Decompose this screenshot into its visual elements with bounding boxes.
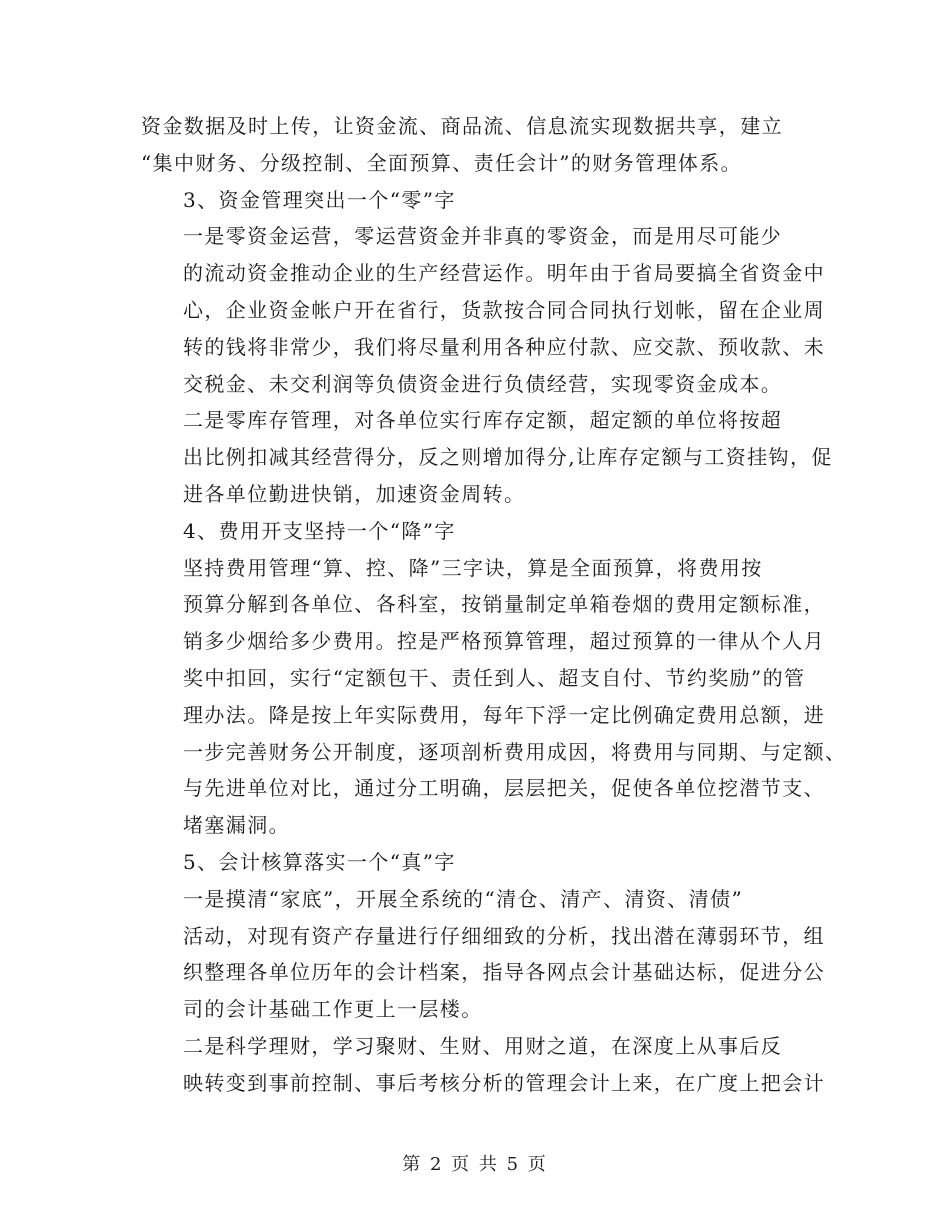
paragraph — [141, 402, 833, 512]
text-line: 资金数据及时上传，让资金流、商品流、信息流实现数据共享，建立 — [141, 114, 783, 138]
text-line: 织整理各单位历年的会计档案，指导各网点会计基础达标，促进分公 — [183, 960, 825, 985]
document-body — [141, 108, 847, 1102]
paragraph — [141, 218, 825, 402]
text-line: 心，企业资金帐户开在省行，货款按合同合同执行划帐，留在企业周 — [183, 297, 825, 322]
paragraph — [141, 881, 825, 1028]
paragraph — [141, 108, 811, 182]
text-line: 交税金、未交利润等负债资金进行负债经营，实现零资金成本。 — [183, 371, 783, 396]
text-line: 映转变到事前控制、事后考核分析的管理会计上来，在广度上把会计 — [183, 1070, 825, 1095]
text-line: 二是科学理财，学习聚财、生财、用财之道，在深度上从事后反 — [183, 1033, 783, 1058]
text-line: 活动，对现有资产存量进行仔细细致的分析，找出潜在薄弱环节，组 — [183, 923, 825, 948]
paragraph — [141, 513, 811, 550]
text-line: 一步完善财务公开制度，逐项剖析费用成因，将费用与同期、与定额、 — [183, 739, 847, 764]
text-line: 5、会计核算落实一个“真”字 — [183, 849, 456, 874]
text-line: 一是摸清“家底”，开展全系统的“清仓、清产、清资、清债” — [183, 886, 744, 911]
text-line: 3、资金管理突出一个“零”字 — [183, 187, 456, 212]
text-line: 4、费用开支坚持一个“降”字 — [183, 518, 456, 543]
text-line: 的流动资金推动企业的生产经营运作。明年由于省局要搞全省资金中 — [183, 261, 825, 286]
paragraph — [141, 550, 847, 844]
text-line: 理办法。降是按上年实际费用，每年下浮一定比例确定费用总额，进 — [183, 702, 825, 727]
text-line: 转的钱将非常少，我们将尽量利用各种应付款、应交款、预收款、未 — [183, 334, 825, 359]
text-line: 堵塞漏洞。 — [183, 813, 290, 838]
text-line: 一是零资金运营，零运营资金并非真的零资金，而是用尽可能少 — [183, 224, 783, 249]
text-line: 出比例扣减其经营得分，反之则增加得分,让库存定额与工资挂钩，促 — [183, 445, 833, 470]
text-line: 坚持费用管理“算、控、降”三字诀，算是全面预算，将费用按 — [183, 555, 763, 580]
paragraph — [141, 844, 811, 881]
text-line: 与先进单位对比，通过分工明确，层层把关，促使各单位挖潜节支、 — [183, 776, 825, 801]
paragraph — [141, 182, 811, 219]
text-line: 二是零库存管理，对各单位实行库存定额，超定额的单位将按超 — [183, 408, 783, 433]
text-line: 销多少烟给多少费用。控是严格预算管理，超过预算的一律从个人月 — [183, 629, 825, 654]
text-line: 预算分解到各单位、各科室，按销量制定单箱卷烟的费用定额标准， — [183, 592, 825, 617]
text-line: “集中财务、分级控制、全面预算、责任会计”的财务管理体系。 — [141, 150, 743, 175]
text-line: 奖中扣回，实行“定额包干、责任到人、超支自付、节约奖励”的管 — [183, 665, 806, 690]
page-footer: 第 2 页 共 5 页 — [402, 1154, 548, 1175]
paragraph — [141, 1028, 825, 1102]
text-line: 进各单位勤进快销，加速资金周转。 — [183, 481, 526, 506]
text-line: 司的会计基础工作更上一层楼。 — [183, 997, 483, 1022]
